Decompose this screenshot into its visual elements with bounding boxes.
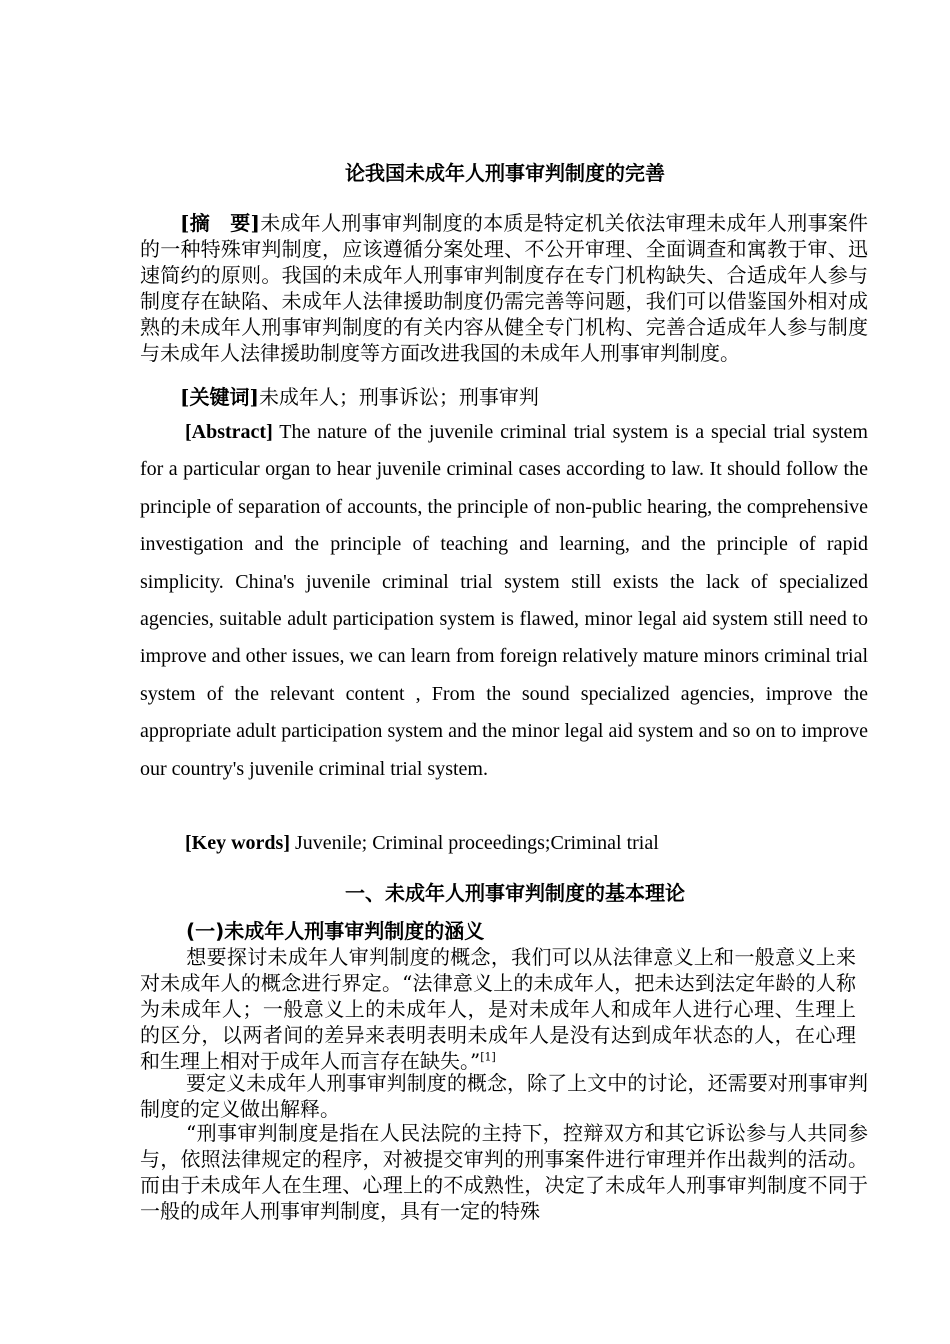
keywords-en-label: [Key words] [185, 832, 290, 854]
abstract-en-text: The nature of the juvenile criminal trial system is a special trial system for a particular organ to hear juvenile criminal cases according to law. It should follow the principle of separation of accounts, the principle of non-public hearing, the comprehensive investigation and the principle of teaching and learning, and the principle of rapid simplicity. China's juvenile criminal trial system still exists the lack of specialized agencies, suitable adult participation system is flawed, minor legal aid system still need to improve and other issues, we can learn from foreign relatively mature minors criminal trial system of the relevant content , From the sound specialized agencies, improve the appropriate adult participation system and the minor legal aid system and so on to improve our country's juvenile criminal trial system. [140, 421, 868, 780]
body-paragraph-2 [140, 1070, 868, 1122]
keywords-cn-text: 未成年人；刑事诉讼；刑事审判 [258, 385, 539, 409]
abstract-cn-text: 未成年人刑事审判制度的本质是特定机关依法审理未成年人刑事案件的一种特殊审判制度，应该遵循分案处理、不公开审理、全面调查和寓教于审、迅速简约的原则。我国的未成年人刑事审判制度存在专门机构缺失、合适成年人参与制度存在缺陷、未成年人法律援助制度仍需完善等问题，我们可以借鉴国外相对成熟的未成年人刑事审判制度的有关内容从健全专门机构、完善合适成年人参与制度与未成年人法律援助制度等方面改进我国的未成年人刑事审判制度。 [140, 211, 868, 365]
abstract-cn [140, 210, 868, 366]
citation-ref: [1] [480, 1050, 496, 1064]
keywords-cn-label: [关键词] [180, 385, 259, 409]
section-heading: 一、未成年人刑事审判制度的基本理论 [345, 881, 685, 905]
keywords-en [140, 825, 868, 862]
abstract-en [140, 414, 868, 788]
body-paragraph-1 [140, 944, 856, 1074]
body-paragraph-2-text: 要定义未成年人刑事审判制度的概念，除了上文中的讨论，还需要对刑事审判制度的定义做出解释。 [140, 1071, 868, 1121]
keywords-en-text: Juvenile; Criminal proceedings;Criminal trial [289, 832, 659, 854]
abstract-en-label: [Abstract] [185, 421, 273, 443]
paper-title: 论我国未成年人刑事审判制度的完善 [345, 161, 665, 185]
keywords-cn [140, 384, 868, 410]
body-paragraph-3-text: “刑事审判制度是指在人民法院的主持下，控辩双方和其它诉讼参与人共同参与，依照法律规定的程序，对被提交审判的刑事案件进行审理并作出裁判的活动。而由于未成年人在生理、心理上的不成熟性，决定了未成年人刑事审判制度不同于一般的成年人刑事审判制度，具有一定的特殊 [140, 1121, 868, 1223]
body-paragraph-3 [140, 1120, 868, 1224]
subsection-heading: (一)未成年人刑事审判制度的涵义 [186, 919, 485, 943]
body-paragraph-1-text: 想要探讨未成年人审判制度的概念，我们可以从法律意义上和一般意义上来对未成年人的概念进行界定。“法律意义上的未成年人，把未达到法定年龄的人称为未成年人；一般意义上的未成年人，是对未成年人和成年人进行心理、生理上的区分，以两者间的差异来表明表明未成年人是没有达到成年状态的人，在心理和生理上相对于成年人而言存在缺失。” [140, 945, 856, 1073]
abstract-cn-label: [摘 要] [180, 211, 260, 235]
